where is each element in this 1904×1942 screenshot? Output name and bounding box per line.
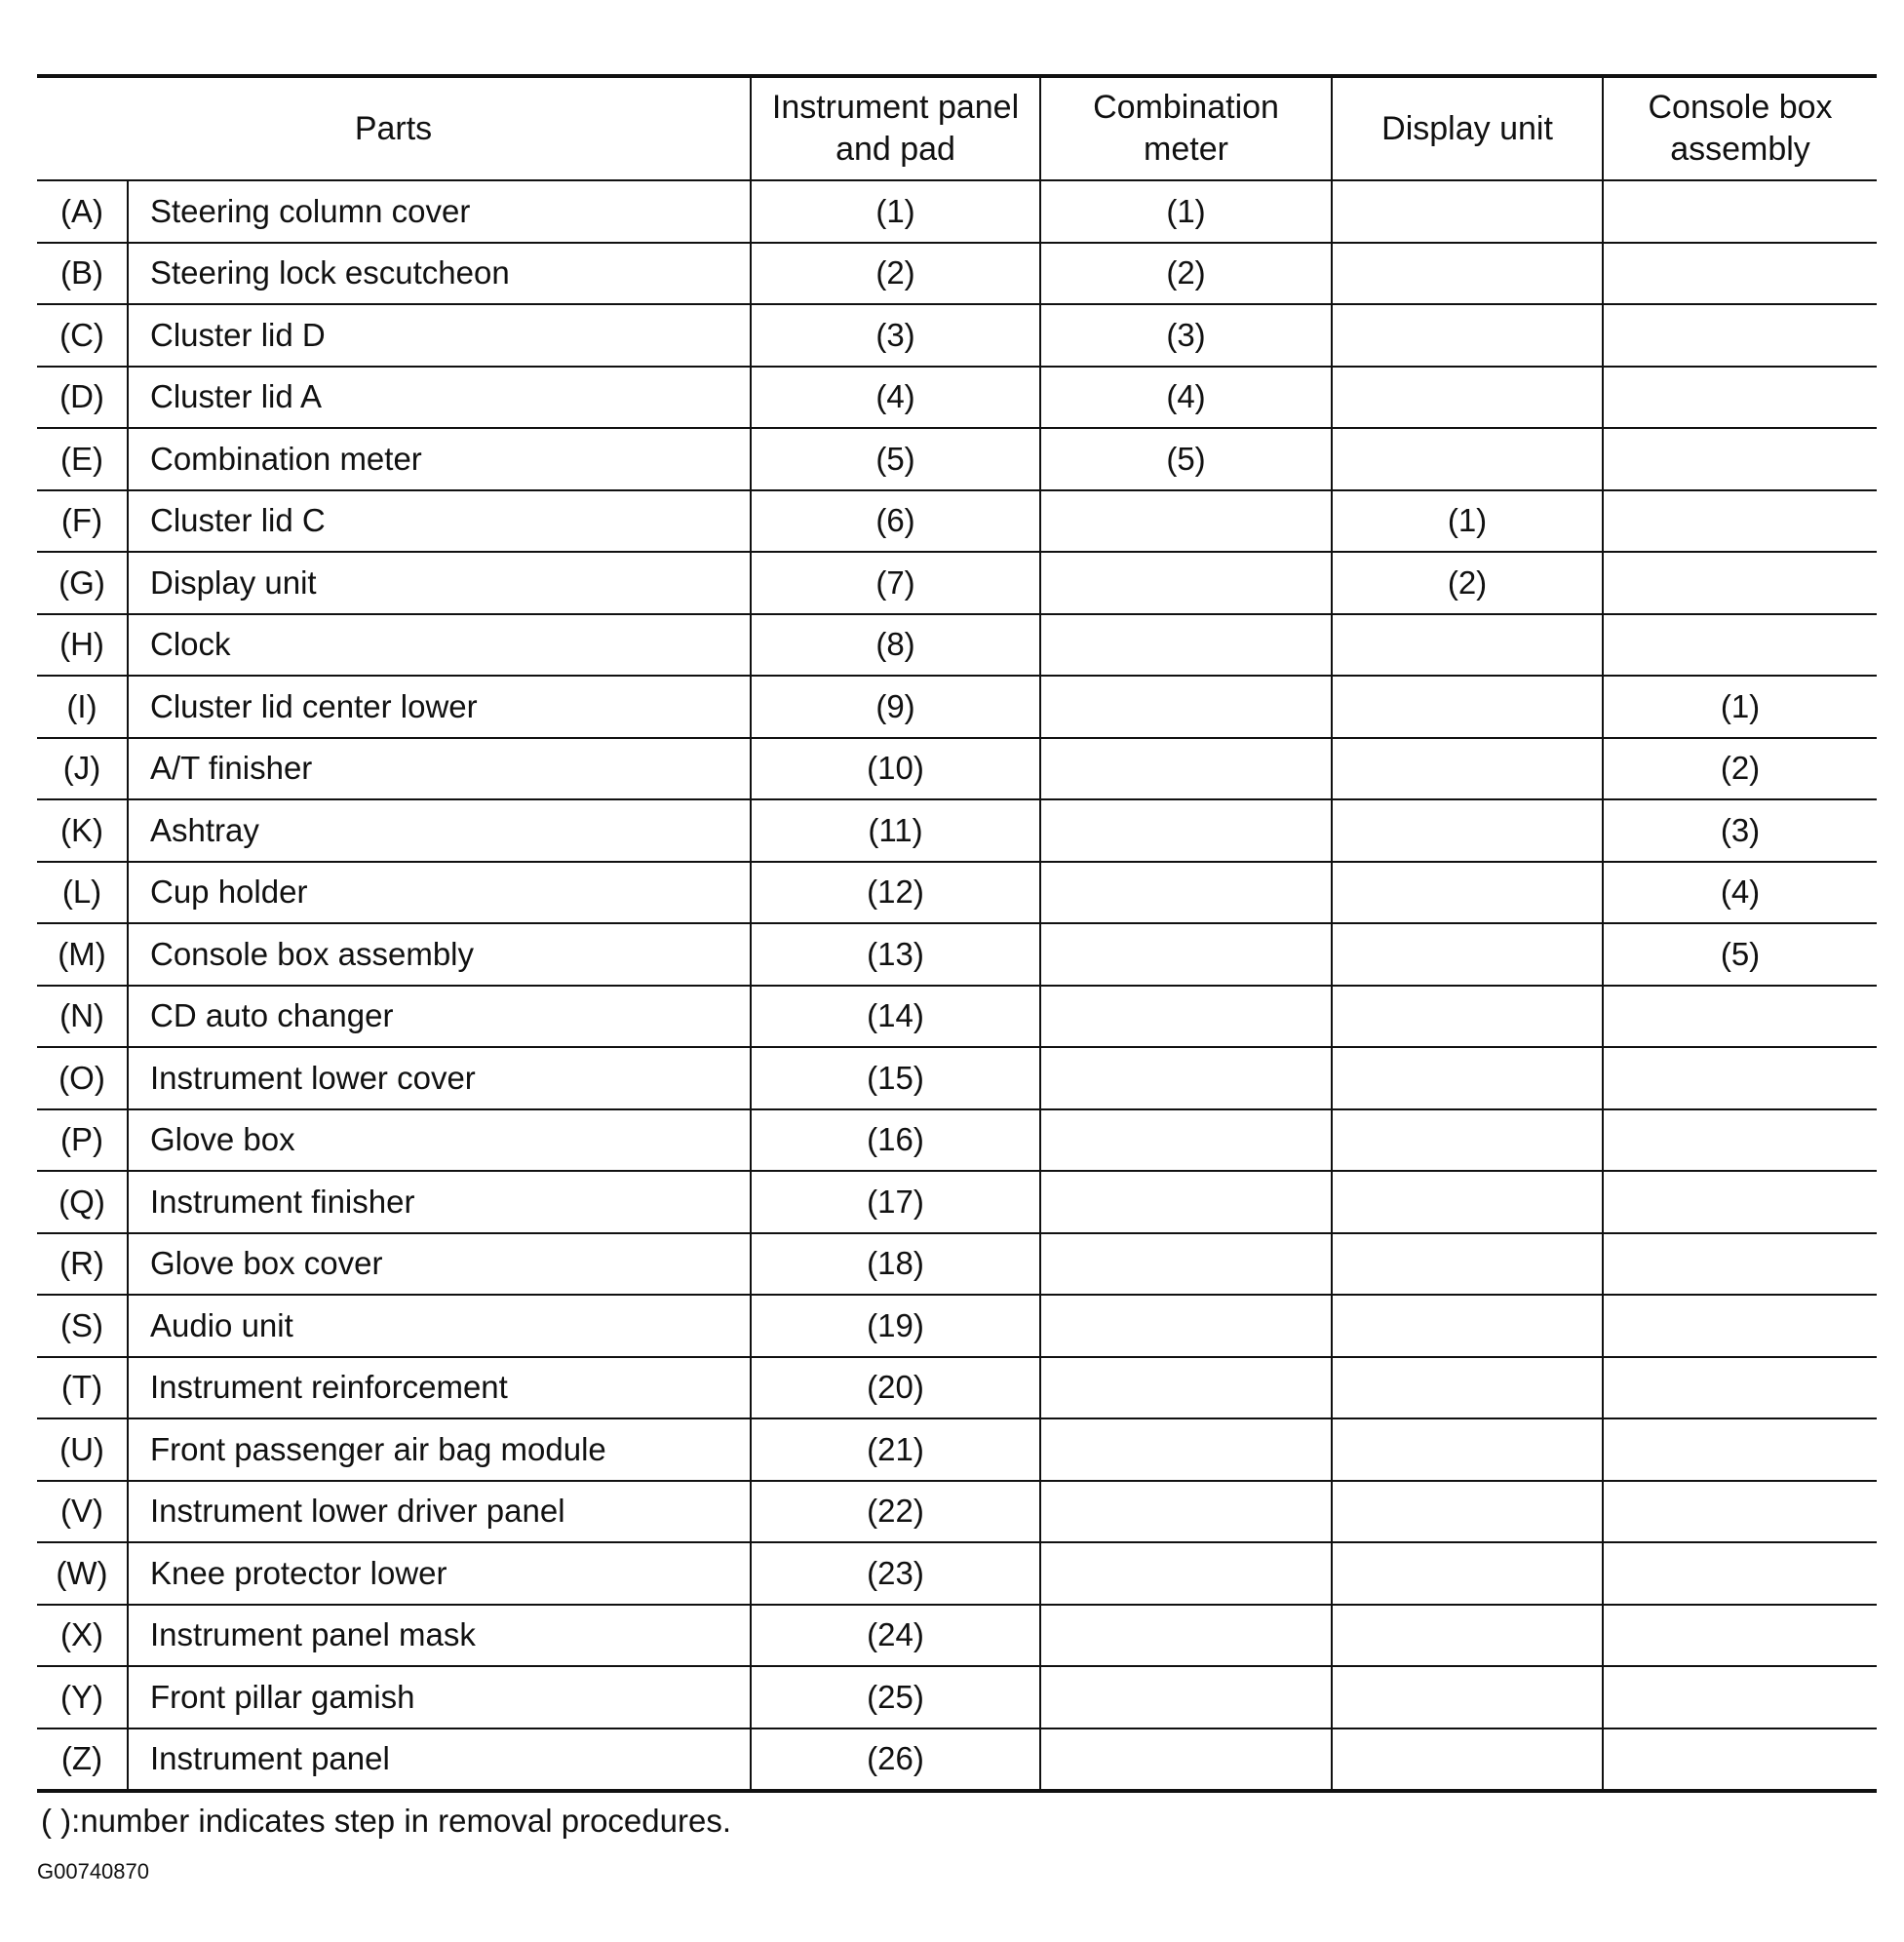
instrument-panel-step: (19) — [751, 1295, 1040, 1357]
console-box-step — [1603, 1481, 1877, 1543]
console-box-step — [1603, 1728, 1877, 1792]
parts-removal-table — [37, 74, 1877, 1793]
combination-meter-step — [1040, 1047, 1332, 1109]
part-code: (F) — [37, 490, 128, 553]
instrument-panel-step: (20) — [751, 1357, 1040, 1419]
instrument-panel-step: (24) — [751, 1605, 1040, 1667]
part-name: CD auto changer — [128, 986, 751, 1048]
table-row — [37, 1357, 1877, 1419]
header-combination-meter: Combination meter — [1040, 76, 1332, 180]
instrument-panel-step: (18) — [751, 1233, 1040, 1296]
console-box-step — [1603, 1357, 1877, 1419]
table-row — [37, 1728, 1877, 1792]
display-unit-step — [1332, 738, 1603, 800]
console-box-step — [1603, 986, 1877, 1048]
combination-meter-step — [1040, 1171, 1332, 1233]
console-box-step: (4) — [1603, 862, 1877, 924]
header-console-box: Console box assembly — [1603, 76, 1877, 180]
table-row — [37, 243, 1877, 305]
instrument-panel-step: (23) — [751, 1542, 1040, 1605]
header-instrument-panel: Instrument panel and pad — [751, 76, 1040, 180]
display-unit-step — [1332, 1728, 1603, 1792]
table-row — [37, 304, 1877, 367]
display-unit-step: (1) — [1332, 490, 1603, 553]
combination-meter-step — [1040, 1542, 1332, 1605]
table-row — [37, 738, 1877, 800]
table-row — [37, 1481, 1877, 1543]
console-box-step — [1603, 304, 1877, 367]
instrument-panel-step: (17) — [751, 1171, 1040, 1233]
console-box-step — [1603, 367, 1877, 429]
part-name: Instrument panel mask — [128, 1605, 751, 1667]
display-unit-step — [1332, 243, 1603, 305]
part-code: (R) — [37, 1233, 128, 1296]
document — [37, 74, 1877, 1884]
display-unit-step — [1332, 923, 1603, 986]
part-code: (V) — [37, 1481, 128, 1543]
table-row — [37, 614, 1877, 677]
display-unit-step — [1332, 1171, 1603, 1233]
combination-meter-step — [1040, 1109, 1332, 1172]
display-unit-step — [1332, 1418, 1603, 1481]
combination-meter-step: (2) — [1040, 243, 1332, 305]
part-name: Instrument panel — [128, 1728, 751, 1792]
part-code: (A) — [37, 180, 128, 243]
console-box-step — [1603, 428, 1877, 490]
table-row — [37, 180, 1877, 243]
table-body — [37, 180, 1877, 1791]
instrument-panel-step: (4) — [751, 367, 1040, 429]
part-name: Steering column cover — [128, 180, 751, 243]
table-row — [37, 1605, 1877, 1667]
part-code: (N) — [37, 986, 128, 1048]
instrument-panel-step: (15) — [751, 1047, 1040, 1109]
part-code: (D) — [37, 367, 128, 429]
combination-meter-step — [1040, 1666, 1332, 1728]
combination-meter-step — [1040, 738, 1332, 800]
table-row — [37, 1666, 1877, 1728]
table-row — [37, 1171, 1877, 1233]
table-row — [37, 1542, 1877, 1605]
part-name: Cup holder — [128, 862, 751, 924]
console-box-step — [1603, 1666, 1877, 1728]
display-unit-step — [1332, 1109, 1603, 1172]
display-unit-step — [1332, 304, 1603, 367]
display-unit-step: (2) — [1332, 552, 1603, 614]
table-row — [37, 367, 1877, 429]
header-display-unit: Display unit — [1332, 76, 1603, 180]
part-name: Clock — [128, 614, 751, 677]
display-unit-step — [1332, 862, 1603, 924]
part-code: (M) — [37, 923, 128, 986]
part-name: Instrument reinforcement — [128, 1357, 751, 1419]
part-name: Front passenger air bag module — [128, 1418, 751, 1481]
combination-meter-step — [1040, 862, 1332, 924]
display-unit-step — [1332, 1605, 1603, 1667]
part-code: (K) — [37, 799, 128, 862]
instrument-panel-step: (14) — [751, 986, 1040, 1048]
display-unit-step — [1332, 799, 1603, 862]
part-name: Instrument lower driver panel — [128, 1481, 751, 1543]
combination-meter-step: (1) — [1040, 180, 1332, 243]
instrument-panel-step: (12) — [751, 862, 1040, 924]
combination-meter-step — [1040, 1605, 1332, 1667]
part-name: Combination meter — [128, 428, 751, 490]
part-name: Console box assembly — [128, 923, 751, 986]
display-unit-step — [1332, 1047, 1603, 1109]
table-row — [37, 552, 1877, 614]
instrument-panel-step: (13) — [751, 923, 1040, 986]
combination-meter-step — [1040, 552, 1332, 614]
part-name: Cluster lid center lower — [128, 676, 751, 738]
part-code: (Z) — [37, 1728, 128, 1792]
combination-meter-step — [1040, 799, 1332, 862]
table-row — [37, 799, 1877, 862]
table-row — [37, 1047, 1877, 1109]
combination-meter-step: (4) — [1040, 367, 1332, 429]
part-code: (E) — [37, 428, 128, 490]
part-name: Knee protector lower — [128, 1542, 751, 1605]
part-code: (B) — [37, 243, 128, 305]
part-code: (O) — [37, 1047, 128, 1109]
console-box-step: (2) — [1603, 738, 1877, 800]
console-box-step: (3) — [1603, 799, 1877, 862]
part-code: (J) — [37, 738, 128, 800]
part-code: (L) — [37, 862, 128, 924]
part-code: (Q) — [37, 1171, 128, 1233]
combination-meter-step: (5) — [1040, 428, 1332, 490]
part-name: Cluster lid D — [128, 304, 751, 367]
table-row — [37, 862, 1877, 924]
instrument-panel-step: (5) — [751, 428, 1040, 490]
display-unit-step — [1332, 428, 1603, 490]
display-unit-step — [1332, 1542, 1603, 1605]
console-box-step: (5) — [1603, 923, 1877, 986]
table-row — [37, 1109, 1877, 1172]
part-code: (C) — [37, 304, 128, 367]
instrument-panel-step: (8) — [751, 614, 1040, 677]
combination-meter-step: (3) — [1040, 304, 1332, 367]
instrument-panel-step: (2) — [751, 243, 1040, 305]
table-row — [37, 923, 1877, 986]
instrument-panel-step: (7) — [751, 552, 1040, 614]
console-box-step — [1603, 1295, 1877, 1357]
combination-meter-step — [1040, 676, 1332, 738]
part-code: (P) — [37, 1109, 128, 1172]
part-name: Instrument lower cover — [128, 1047, 751, 1109]
instrument-panel-step: (16) — [751, 1109, 1040, 1172]
display-unit-step — [1332, 1666, 1603, 1728]
combination-meter-step — [1040, 614, 1332, 677]
header-parts: Parts — [37, 76, 751, 180]
combination-meter-step — [1040, 490, 1332, 553]
part-code: (H) — [37, 614, 128, 677]
console-box-step: (1) — [1603, 676, 1877, 738]
part-name: Glove box — [128, 1109, 751, 1172]
display-unit-step — [1332, 676, 1603, 738]
part-name: Cluster lid A — [128, 367, 751, 429]
combination-meter-step — [1040, 986, 1332, 1048]
console-box-step — [1603, 614, 1877, 677]
part-code: (X) — [37, 1605, 128, 1667]
part-name: Display unit — [128, 552, 751, 614]
part-name: Front pillar gamish — [128, 1666, 751, 1728]
instrument-panel-step: (10) — [751, 738, 1040, 800]
header-row — [37, 76, 1877, 180]
part-code: (S) — [37, 1295, 128, 1357]
instrument-panel-step: (9) — [751, 676, 1040, 738]
display-unit-step — [1332, 367, 1603, 429]
table-row — [37, 428, 1877, 490]
console-box-step — [1603, 552, 1877, 614]
part-name: Audio unit — [128, 1295, 751, 1357]
console-box-step — [1603, 180, 1877, 243]
instrument-panel-step: (26) — [751, 1728, 1040, 1792]
console-box-step — [1603, 1542, 1877, 1605]
table-row — [37, 1418, 1877, 1481]
combination-meter-step — [1040, 1357, 1332, 1419]
table-row — [37, 1295, 1877, 1357]
instrument-panel-step: (22) — [751, 1481, 1040, 1543]
instrument-panel-step: (1) — [751, 180, 1040, 243]
console-box-step — [1603, 1171, 1877, 1233]
part-name: Glove box cover — [128, 1233, 751, 1296]
console-box-step — [1603, 1233, 1877, 1296]
footnote: ( ):number indicates step in removal procedures. — [41, 1803, 731, 1839]
console-box-step — [1603, 1047, 1877, 1109]
display-unit-step — [1332, 986, 1603, 1048]
combination-meter-step — [1040, 1295, 1332, 1357]
part-name: Cluster lid C — [128, 490, 751, 553]
table-row — [37, 986, 1877, 1048]
console-box-step — [1603, 1418, 1877, 1481]
part-code: (G) — [37, 552, 128, 614]
instrument-panel-step: (25) — [751, 1666, 1040, 1728]
part-name: Steering lock escutcheon — [128, 243, 751, 305]
instrument-panel-step: (11) — [751, 799, 1040, 862]
display-unit-step — [1332, 1233, 1603, 1296]
part-name: A/T finisher — [128, 738, 751, 800]
part-code: (T) — [37, 1357, 128, 1419]
part-code: (I) — [37, 676, 128, 738]
part-code: (Y) — [37, 1666, 128, 1728]
combination-meter-step — [1040, 1728, 1332, 1792]
part-code: (U) — [37, 1418, 128, 1481]
figure-id: G00740870 — [37, 1859, 149, 1884]
console-box-step — [1603, 1605, 1877, 1667]
combination-meter-step — [1040, 1233, 1332, 1296]
part-name: Ashtray — [128, 799, 751, 862]
display-unit-step — [1332, 1481, 1603, 1543]
instrument-panel-step: (3) — [751, 304, 1040, 367]
display-unit-step — [1332, 1357, 1603, 1419]
display-unit-step — [1332, 614, 1603, 677]
instrument-panel-step: (6) — [751, 490, 1040, 553]
display-unit-step — [1332, 180, 1603, 243]
table-row — [37, 1233, 1877, 1296]
console-box-step — [1603, 243, 1877, 305]
combination-meter-step — [1040, 1418, 1332, 1481]
part-name: Instrument finisher — [128, 1171, 751, 1233]
combination-meter-step — [1040, 1481, 1332, 1543]
combination-meter-step — [1040, 923, 1332, 986]
console-box-step — [1603, 490, 1877, 553]
instrument-panel-step: (21) — [751, 1418, 1040, 1481]
part-code: (W) — [37, 1542, 128, 1605]
table-row — [37, 676, 1877, 738]
table-row — [37, 490, 1877, 553]
display-unit-step — [1332, 1295, 1603, 1357]
console-box-step — [1603, 1109, 1877, 1172]
